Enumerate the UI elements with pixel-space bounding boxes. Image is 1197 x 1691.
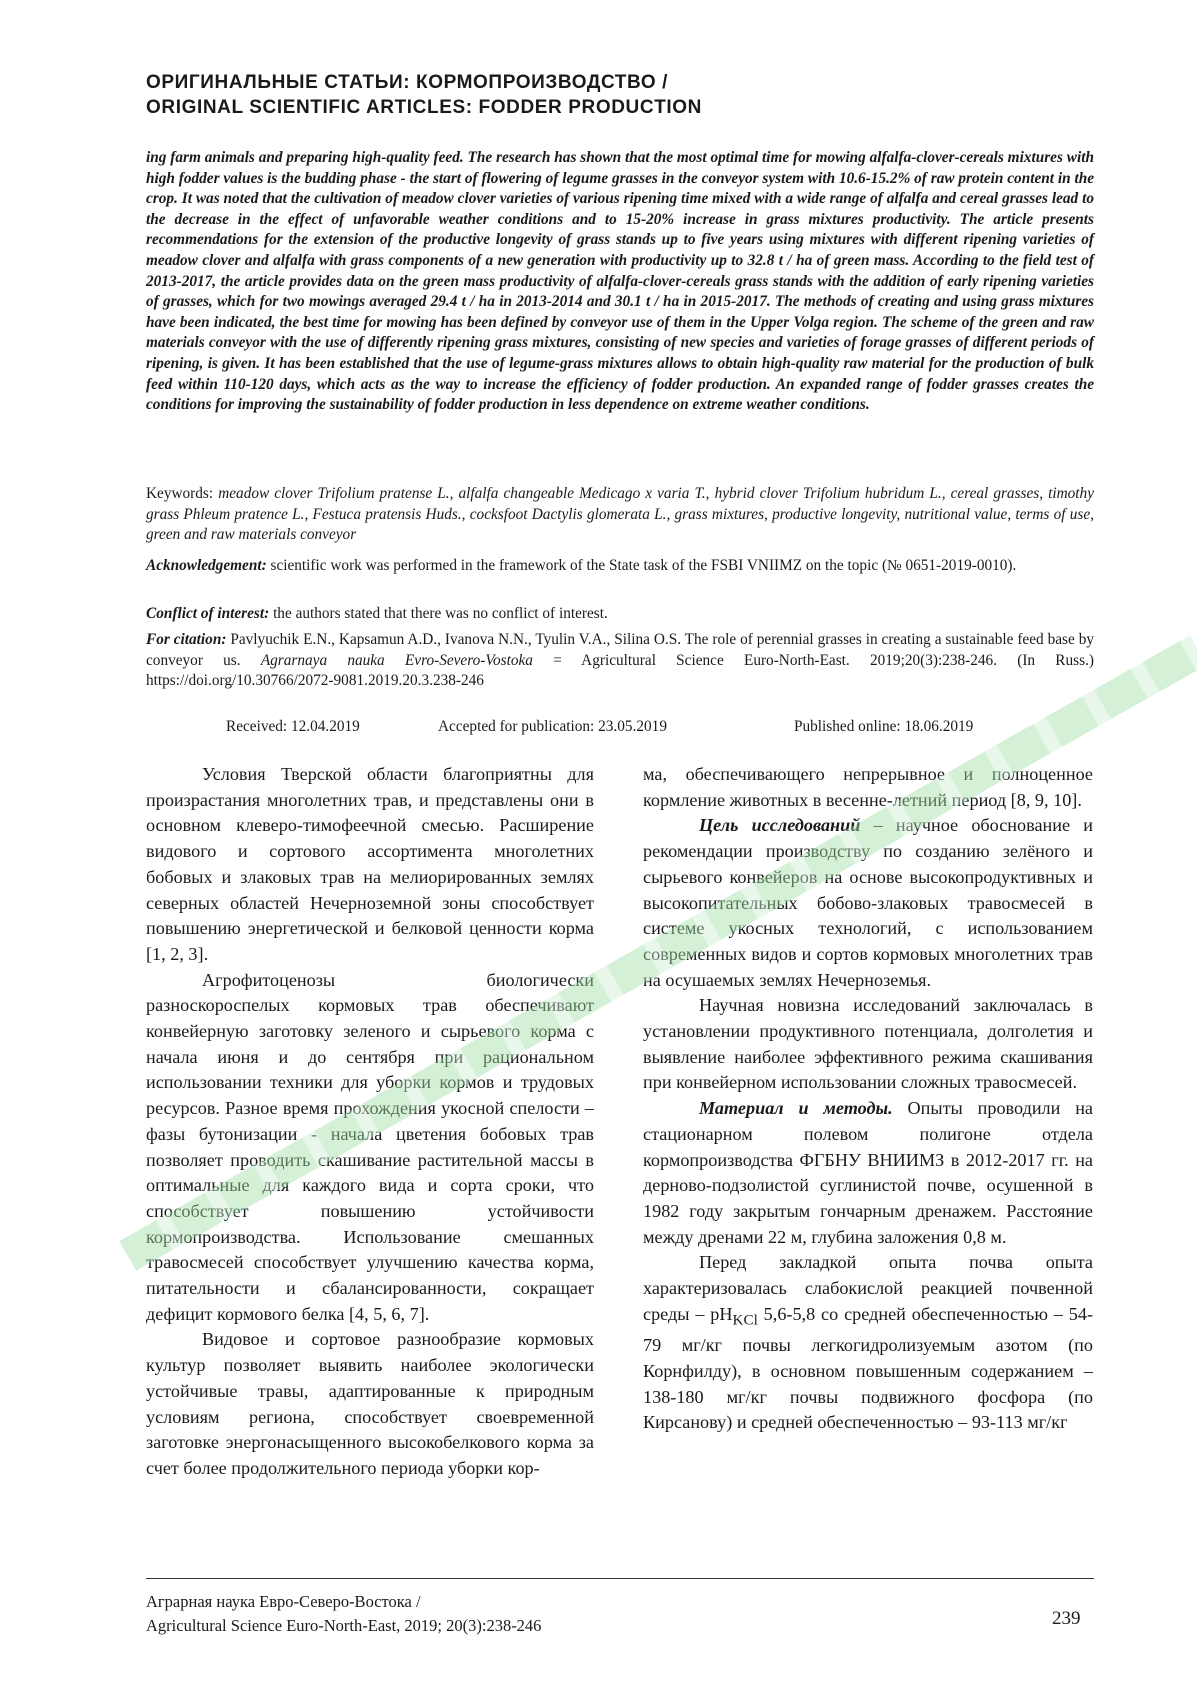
citation-journal: Agrarnaya nauka Evro-Severo-Vostoka	[260, 651, 533, 669]
footer-divider	[146, 1578, 1094, 1579]
paragraph: Условия Тверской области благоприятны для произрастания многолетних трав, и представлены они в основном клеверо-тимофеечной смесью. Расширение видового и сортового ассортимента многолетних бобовых и злаковых трав на мелиорированных землях северных областей Нечерноземной зоны способствует повышению энергетической и белковой ценности корма [1, 2, 3].	[146, 764, 594, 964]
journal-name-en: Agricultural Science Euro-North-East, 2019; 20(3):238-246	[146, 1616, 542, 1635]
keywords	[146, 484, 1094, 546]
citation	[146, 630, 1094, 692]
section-header-en: ORIGINAL SCIENTIFIC ARTICLES: FODDER PRODUCTION	[146, 97, 702, 118]
article-dates	[146, 718, 1094, 740]
ph-subscript: KCl	[732, 1311, 758, 1329]
methods-text: Опыты проводили на стационарном полевом полигоне отдела кормопроизводства ФГБНУ ВНИИМЗ в 2012-2017 гг. на дерново-подзолистой суглинистой почве, осушенной в 1982 году закрытым гончарным дренажем. Расстояние между дренами 22 м, глубина заложения 0,8 м.	[643, 1098, 1094, 1247]
page-footer	[146, 1590, 541, 1638]
section-header	[146, 70, 1076, 120]
keywords-text: meadow clover Trifolium pratense L., alfalfa changeable Medicago x varia T., hybrid clover Trifolium hubridum L., cereal grasses, timothy grass Phleum pratence L., Festuca pratensis Huds., cocksfoot Dactylis glomerata L., grass mixtures, productive longevity, nutritional value, terms of use, green and raw materials conveyor	[146, 485, 1094, 544]
soil-text-b: 5,6-5,8 со средней обеспеченностью – 54-79 мг/кг почвы легкогидролизуемым азотом (по Корнфилду), в основном повышенным содержанием – 138-180 мг/кг почвы подвижного фосфора (по Кирсанову) и средней обеспеченностью – 93-113 мг/кг	[643, 1303, 1094, 1433]
aims-heading: Цель исследований	[699, 815, 861, 836]
citation-text-a: Pavlyuchik E.N., Kapsamun A.D., Ivanova N.N., Tyulin V.A., Silina O.S. The role of perennial grasses in creating a sustainable feed base by conveyor us.	[146, 631, 1094, 669]
acknowledgement-text: scientific work was performed in the framework of the State task of the FSBI VNIIMZ on the topic (№ 0651-2019-0010).	[270, 557, 1017, 574]
conflict-of-interest	[146, 604, 1094, 625]
received-date: Received: 12.04.2019	[226, 718, 360, 735]
paragraph: ма, обеспечивающего непрерывное и полноценное кормление животных в весенне-летний период [8, 9, 10].	[643, 764, 1093, 810]
body-column-left	[146, 762, 594, 1482]
paragraph: Видовое и сортовое разнообразие кормовых культур позволяет выявить наиболее экологически устойчивые травы, адаптированные к природным условиям региона, способствует своевременной заготовке энергонасыщенного высокобелкового корма за счет более продолжительного периода уборки кор-	[146, 1329, 594, 1478]
aims-text: – научное обоснование и рекомендации производству по созданию зелёного и сырьевого конвейеров на основе высокопродуктивных и высокопитательных бобово-злаковых травосмесей в системе укосных технологий, с использованием современных видов и сортов кормовых многолетних трав на осушаемых землях Нечерноземья.	[643, 815, 1094, 990]
paragraph: Агрофитоценозы биологически разноскороспелых кормовых трав обеспечивают конвейерную заготовку зеленого и сырьевого корма с начала июня и до сентября при рациональном использовании техники для уборки кормов и трудовых ресурсов. Разное время прохождения укосной спелости – фазы бутонизации - начала цветения бобовых трав позволяет проводить скашивание растительной массы в оптимальные для каждого вида и сорта сроки, что способствует повышению устойчивости кормопроизводства. Использование смешанных травосмесей способствует улучшению качества корма, питательности и сбалансированности, сокращает дефицит кормового белка [4, 5, 6, 7].	[146, 969, 594, 1324]
acknowledgement-label: Acknowledgement:	[146, 557, 267, 574]
citation-label: For citation:	[146, 631, 227, 648]
acknowledgement	[146, 556, 1094, 577]
page-number: 239	[1052, 1608, 1081, 1629]
accepted-date: Accepted for publication: 23.05.2019	[438, 718, 667, 735]
conflict-text: the authors stated that there was no conflict of interest.	[273, 605, 608, 622]
paragraph-soil	[643, 1250, 1093, 1436]
body-column-right	[643, 762, 1093, 1436]
published-date: Published online: 18.06.2019	[794, 718, 974, 735]
methods-heading: Материал и методы.	[699, 1098, 893, 1119]
citation-text-b: = Agricultural Science Euro-North-East. 2019;20(3):238-246. (In Russ.) https://doi.org/10.30766/2072-9081.2019.20.3.238-246	[146, 651, 1094, 690]
soil-text-a: Перед закладкой опыта почва опыта характеризовалась слабокислой реакцией почвенной среды – pH	[643, 1252, 1093, 1324]
section-header-ru: ОРИГИНАЛЬНЫЕ СТАТЬИ: КОРМОПРОИЗВОДСТВО /	[146, 72, 668, 93]
paragraph: Научная новизна исследований заключалась в установлении продуктивного потенциала, долголетия и выявление наиболее эффективного режима скашивания при конвейерном использовании сложных травосмесей.	[643, 995, 1093, 1093]
journal-name-ru: Аграрная наука Евро-Северо-Востока /	[146, 1592, 421, 1611]
abstract-continuation: ing farm animals and preparing high-quality feed. The research has shown that the most optimal time for mowing alfalfa-clover-cereals mixtures with high fodder values is the budding phase - the start of flowering of legume grasses in the conveyor system with 10.6-15.2% of raw protein content in the crop. It was noted that the cultivation of meadow clover varieties of various ripening time mixed with a wide range of alfalfa and cereal grasses lead to the decrease in the effect of unfavorable weather conditions and to 15-20% increase in grass mixtures productivity. The article presents recommendations for the extension of the productive longevity of grass stands up to five years using mixtures with different ripening varieties of meadow clover and alfalfa with grass components of a new generation with productivity up to 32.8 t / ha of green mass. According to the field test of 2013-2017, the article provides data on the green mass productivity of alfalfa-clover-cereals grass stands with the addition of early ripening varieties of grasses, which for two mowings averaged 29.4 t / ha in 2013-2014 and 30.1 t / ha in 2015-2017. The methods of creating and using grass mixtures have been indicated, the best time for mowing has been defined by conveyor use of them in the Upper Volga region. The scheme of the green and raw materials conveyor with the use of differently ripening grass mixtures, consisting of new species and varieties of forage grasses of different periods of ripening, is given. It has been established that the use of legume-grass mixtures allows to obtain high-quality raw material for the production of bulk feed within 110-120 days, which acts as the way to increase the efficiency of fodder production. An expanded range of fodder grasses creates the conditions for improving the sustainability of fodder production in less dependence on extreme weather conditions.	[146, 149, 1094, 414]
conflict-label: Conflict of interest:	[146, 605, 270, 622]
paragraph-methods	[643, 1096, 1093, 1250]
keywords-label: Keywords:	[146, 485, 214, 502]
paragraph-aims	[643, 813, 1093, 993]
